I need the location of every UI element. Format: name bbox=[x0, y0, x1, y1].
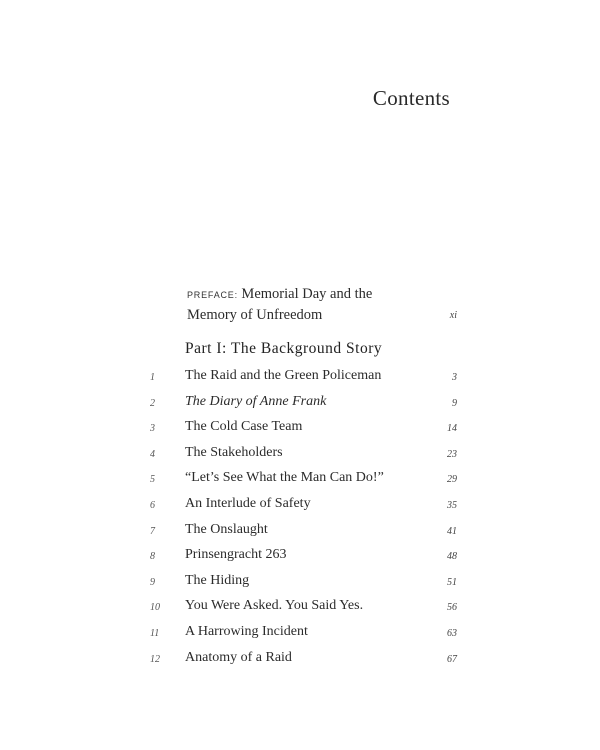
chapter-number: 4 bbox=[150, 448, 155, 460]
chapter-title: You Were Asked. You Said Yes. bbox=[185, 598, 364, 614]
chapter-title: A Harrowing Incident bbox=[185, 623, 308, 639]
chapter-page-number: 3 bbox=[452, 372, 457, 383]
chapter-page-number: 9 bbox=[452, 397, 457, 409]
chapter-entry bbox=[150, 417, 457, 443]
chapter-number: 12 bbox=[150, 653, 160, 665]
chapter-title: Prinsengracht 263 bbox=[185, 547, 287, 563]
chapter-entry bbox=[150, 443, 457, 469]
chapter-title: Anatomy of a Raid bbox=[185, 649, 292, 665]
page-title: Contents bbox=[372, 86, 450, 110]
chapter-entry bbox=[150, 366, 457, 392]
chapter-page-number: 23 bbox=[447, 448, 457, 460]
chapter-number: 9 bbox=[150, 576, 155, 588]
chapter-title: The Hiding bbox=[185, 572, 250, 588]
chapter-title: The Raid and the Green Policeman bbox=[185, 368, 382, 383]
chapter-page-number: 48 bbox=[447, 551, 457, 563]
chapter-entry bbox=[150, 494, 457, 520]
chapter-title: The Diary of Anne Frank bbox=[185, 393, 327, 409]
chapter-title: The Stakeholders bbox=[185, 444, 283, 460]
chapter-page-number: 29 bbox=[447, 474, 457, 486]
chapter-number: 5 bbox=[150, 474, 155, 486]
chapter-number: 3 bbox=[150, 423, 155, 435]
chapter-entry bbox=[150, 571, 457, 597]
chapter-page-number: 51 bbox=[447, 576, 457, 588]
preface-title-line2: Memory of Unfreedom bbox=[187, 307, 323, 323]
chapter-list bbox=[150, 366, 457, 673]
chapter-entry bbox=[150, 596, 457, 622]
chapter-page-number: 63 bbox=[447, 627, 457, 639]
chapter-title: The Onslaught bbox=[185, 521, 268, 537]
chapter-page-number: 67 bbox=[447, 653, 457, 665]
chapter-number: 1 bbox=[150, 372, 155, 383]
chapter-entry bbox=[150, 468, 457, 494]
chapter-entry bbox=[150, 520, 457, 546]
chapter-number: 11 bbox=[150, 627, 160, 639]
part-heading: Part I: The Background Story bbox=[185, 340, 383, 357]
chapter-number: 7 bbox=[150, 525, 155, 537]
chapter-number: 8 bbox=[150, 551, 155, 563]
chapter-entry bbox=[150, 648, 457, 674]
preface-page-number: xi bbox=[449, 310, 457, 321]
chapter-number: 10 bbox=[150, 602, 160, 614]
preface-title-line1: Memorial Day and the bbox=[241, 286, 373, 302]
chapter-entry bbox=[150, 392, 457, 418]
chapter-title: The Cold Case Team bbox=[185, 419, 303, 435]
preface-entry bbox=[187, 284, 457, 325]
chapter-page-number: 41 bbox=[447, 525, 457, 537]
preface-label: PREFACE: bbox=[187, 290, 238, 300]
chapter-title: An Interlude of Safety bbox=[185, 495, 311, 511]
chapter-entry bbox=[150, 545, 457, 571]
chapter-page-number: 35 bbox=[447, 499, 457, 511]
chapter-page-number: 56 bbox=[447, 602, 457, 614]
chapter-number: 6 bbox=[150, 499, 155, 511]
chapter-title: “Let’s See What the Man Can Do!” bbox=[185, 470, 384, 486]
chapter-page-number: 14 bbox=[447, 423, 457, 435]
chapter-number: 2 bbox=[150, 397, 155, 409]
chapter-entry bbox=[150, 622, 457, 648]
